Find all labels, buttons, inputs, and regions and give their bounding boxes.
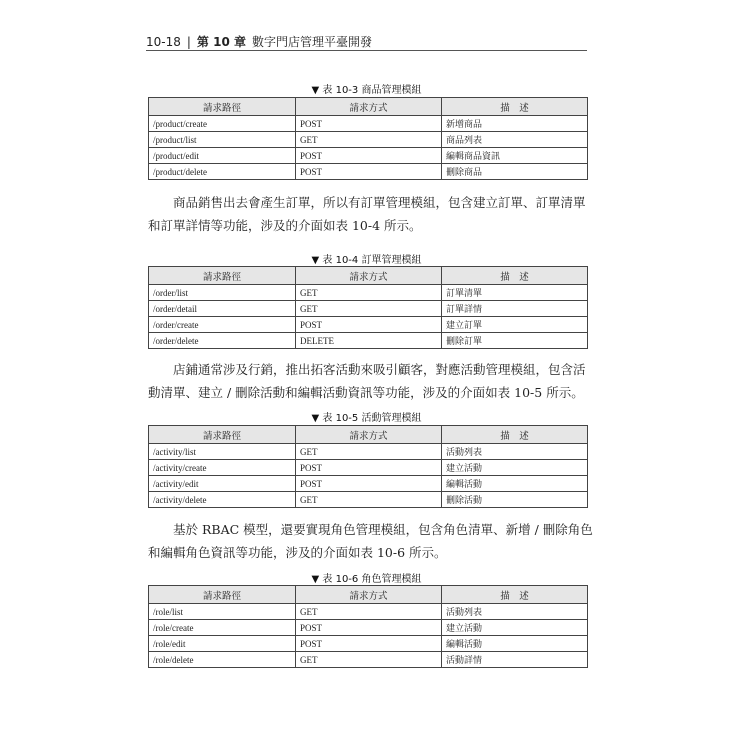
paragraph-line: 店鋪通常涉及行銷，推出拓客活動來吸引顧客，對應活動管理模組，包含活: [173, 362, 586, 377]
cell-path: /role/create: [149, 620, 296, 636]
cell-method: POST: [296, 460, 442, 476]
cell-path: /activity/list: [149, 444, 296, 460]
chapter-number: 第 10 章: [196, 35, 246, 49]
cell-description: 新增商品: [442, 116, 588, 132]
cell-path: /role/list: [149, 604, 296, 620]
cell-path: /product/create: [149, 116, 296, 132]
cell-method: GET: [296, 301, 442, 317]
cell-description: 刪除商品: [442, 164, 588, 180]
table-header-row: [149, 98, 588, 116]
table-row: [149, 604, 588, 620]
cell-path: /activity/edit: [149, 476, 296, 492]
col-header-description: 描 述: [442, 98, 588, 116]
table-row: [149, 148, 588, 164]
table-caption: ▼ 表 10-3 商品管理模組: [311, 85, 422, 96]
cell-method: GET: [296, 492, 442, 508]
body-paragraph: [148, 518, 593, 564]
col-header-path: 請求路徑: [149, 586, 296, 604]
page-number: 10-18: [146, 35, 181, 49]
cell-description: 建立活動: [442, 620, 588, 636]
table-role-module: [148, 585, 588, 668]
table-row: [149, 636, 588, 652]
table-caption: ▼ 表 10-5 活動管理模組: [311, 413, 422, 424]
cell-description: 訂單清單: [442, 285, 588, 301]
col-header-method: 請求方式: [296, 586, 442, 604]
header-rule: [146, 50, 587, 51]
cell-method: GET: [296, 652, 442, 668]
table-row: [149, 301, 588, 317]
cell-description: 活動詳情: [442, 652, 588, 668]
table-caption: ▼ 表 10-6 角色管理模組: [311, 574, 422, 585]
cell-path: /activity/create: [149, 460, 296, 476]
cell-path: /activity/delete: [149, 492, 296, 508]
col-header-method: 請求方式: [296, 267, 442, 285]
cell-method: POST: [296, 317, 442, 333]
paragraph-line: 和編輯角色資訊等功能，涉及的介面如表 10-6 所示。: [148, 545, 447, 560]
cell-description: 編輯活動: [442, 476, 588, 492]
cell-method: POST: [296, 164, 442, 180]
cell-method: POST: [296, 620, 442, 636]
body-paragraph: [148, 191, 590, 237]
table-row: [149, 460, 588, 476]
header-separator: |: [186, 35, 191, 49]
table-row: [149, 492, 588, 508]
table-caption: ▼ 表 10-4 訂單管理模組: [311, 255, 422, 266]
table-row: [149, 317, 588, 333]
col-header-path: 請求路徑: [149, 267, 296, 285]
table-header-row: [149, 267, 588, 285]
col-header-description: 描 述: [442, 586, 588, 604]
cell-method: POST: [296, 116, 442, 132]
cell-description: 商品列表: [442, 132, 588, 148]
table-row: [149, 620, 588, 636]
cell-description: 活動列表: [442, 444, 588, 460]
table-product-module: [148, 97, 588, 180]
cell-path: /role/edit: [149, 636, 296, 652]
table-row: [149, 444, 588, 460]
col-header-description: 描 述: [442, 426, 588, 444]
cell-method: POST: [296, 476, 442, 492]
paragraph-line: 和訂單詳情等功能，涉及的介面如表 10-4 所示。: [148, 218, 422, 233]
col-header-path: 請求路徑: [149, 426, 296, 444]
cell-path: /order/detail: [149, 301, 296, 317]
cell-path: /order/list: [149, 285, 296, 301]
paragraph-line: 動清單、建立 / 刪除活動和編輯活動資訊等功能，涉及的介面如表 10-5 所示。: [148, 385, 584, 400]
body-paragraph: [148, 358, 590, 404]
cell-method: GET: [296, 285, 442, 301]
table-row: [149, 476, 588, 492]
paragraph-line: 基於 RBAC 模型，還要實現角色管理模組，包含角色清單、新增 / 刪除角色: [173, 522, 593, 537]
table-row: [149, 116, 588, 132]
table-header-row: [149, 426, 588, 444]
table-row: [149, 652, 588, 668]
running-head: [146, 33, 372, 50]
table-header-row: [149, 586, 588, 604]
cell-description: 編輯活動: [442, 636, 588, 652]
table-activity-module: [148, 425, 588, 508]
table-row: [149, 285, 588, 301]
cell-method: POST: [296, 148, 442, 164]
cell-description: 刪除訂單: [442, 333, 588, 349]
cell-method: GET: [296, 444, 442, 460]
col-header-path: 請求路徑: [149, 98, 296, 116]
cell-path: /order/delete: [149, 333, 296, 349]
table-row: [149, 132, 588, 148]
col-header-description: 描 述: [442, 267, 588, 285]
table-row: [149, 164, 588, 180]
cell-path: /product/delete: [149, 164, 296, 180]
cell-description: 編輯商品資訊: [442, 148, 588, 164]
cell-description: 建立訂單: [442, 317, 588, 333]
table-row: [149, 333, 588, 349]
cell-method: DELETE: [296, 333, 442, 349]
paragraph-line: 商品銷售出去會產生訂單，所以有訂單管理模組，包含建立訂單、訂單清單: [173, 195, 586, 210]
col-header-method: 請求方式: [296, 98, 442, 116]
cell-description: 訂單詳情: [442, 301, 588, 317]
cell-path: /role/delete: [149, 652, 296, 668]
cell-method: GET: [296, 132, 442, 148]
col-header-method: 請求方式: [296, 426, 442, 444]
table-order-module: [148, 266, 588, 349]
cell-path: /product/list: [149, 132, 296, 148]
chapter-title: 數字門店管理平臺開發: [251, 35, 372, 49]
cell-description: 活動列表: [442, 604, 588, 620]
cell-path: /product/edit: [149, 148, 296, 164]
cell-description: 建立活動: [442, 460, 588, 476]
cell-method: GET: [296, 604, 442, 620]
cell-path: /order/create: [149, 317, 296, 333]
cell-method: POST: [296, 636, 442, 652]
cell-description: 刪除活動: [442, 492, 588, 508]
